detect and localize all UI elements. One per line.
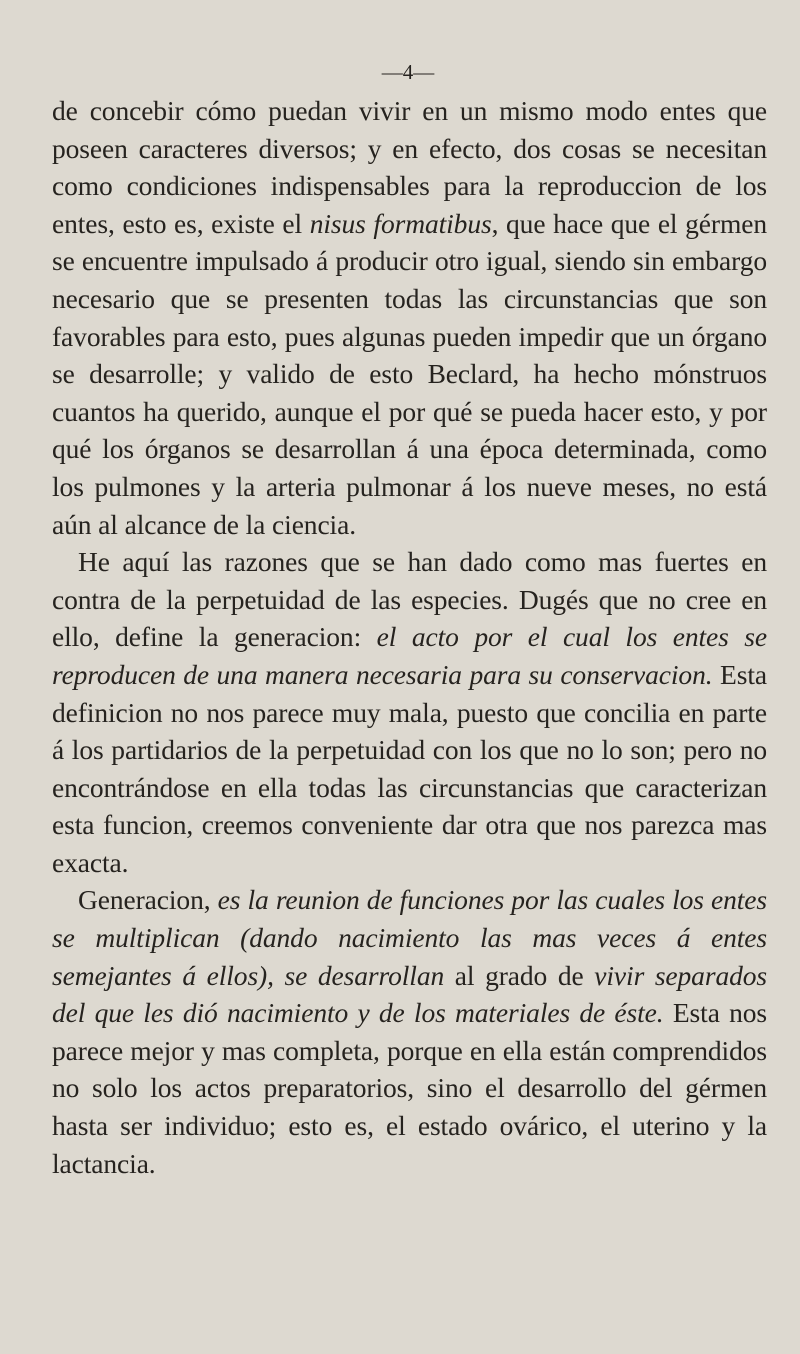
- paragraph-3: [52, 881, 767, 1182]
- text-span: Generacion,: [78, 884, 218, 916]
- text-span: Esta nos parece mejor y mas completa, porque en ella están comprendidos no solo los actos preparatorios, sino el desarrollo del gérmen hasta ser individuo; esto es, el estado ovárico, el uterino y la lactancia.: [52, 997, 767, 1179]
- italic-definition: es la reunion de funciones por las cuales los entes se multiplican (dando nacimiento las mas veces á entes semejantes á ellos), se desarrollan: [52, 884, 768, 991]
- body-text: [52, 92, 767, 1182]
- italic-term: nisus formatibus: [309, 207, 492, 239]
- italic-definition: el acto por el cual los entes se reproducen de una manera necesaria para su conservacion.: [52, 621, 767, 690]
- page-number: —4—: [381, 60, 435, 84]
- italic-definition: vivir separados del que les dió nacimiento y de los materiales de éste.: [52, 959, 767, 1029]
- text-span: , que hace que el gérmen se encuentre impulsado á producir otro igual, siendo sin embargo necesario que se presenten todas las circunstancias que son favorables para esto, pues algunas pueden impedir que un órgano se desarrolle; y valido de esto Beclard, ha hecho mónstruos cuantos ha querido, aunque el por qué se pueda hacer esto, y por qué los órganos se desarrollan á una época determinada, como los pulmones y la arteria pulmonar á los nueve meses, no está aún al alcance de la ciencia.: [52, 207, 767, 540]
- text-span: de concebir cómo puedan vivir en un mismo modo entes que poseen caracteres diversos; y en efecto, dos cosas se necesitan como condiciones indispensables para la reproduccion de los entes, esto es, existe el: [52, 95, 767, 239]
- text-span: Esta definicion no nos parece muy mala, puesto que concilia en parte á los partidarios de la perpetuidad con los que no lo son; pero no encontrándose en ella todas las circunstancias que caracterizan esta funcion, creemos conveniente dar otra que nos parezca mas exacta.: [52, 658, 767, 878]
- paragraph-2: [52, 543, 767, 881]
- paragraph-1: [52, 92, 767, 543]
- text-span: He aquí las razones que se han dado como mas fuertes en contra de la perpetuidad de las especies. Dugés que no cree en ello, define la generacion:: [52, 546, 767, 653]
- text-span: al grado de: [444, 959, 595, 991]
